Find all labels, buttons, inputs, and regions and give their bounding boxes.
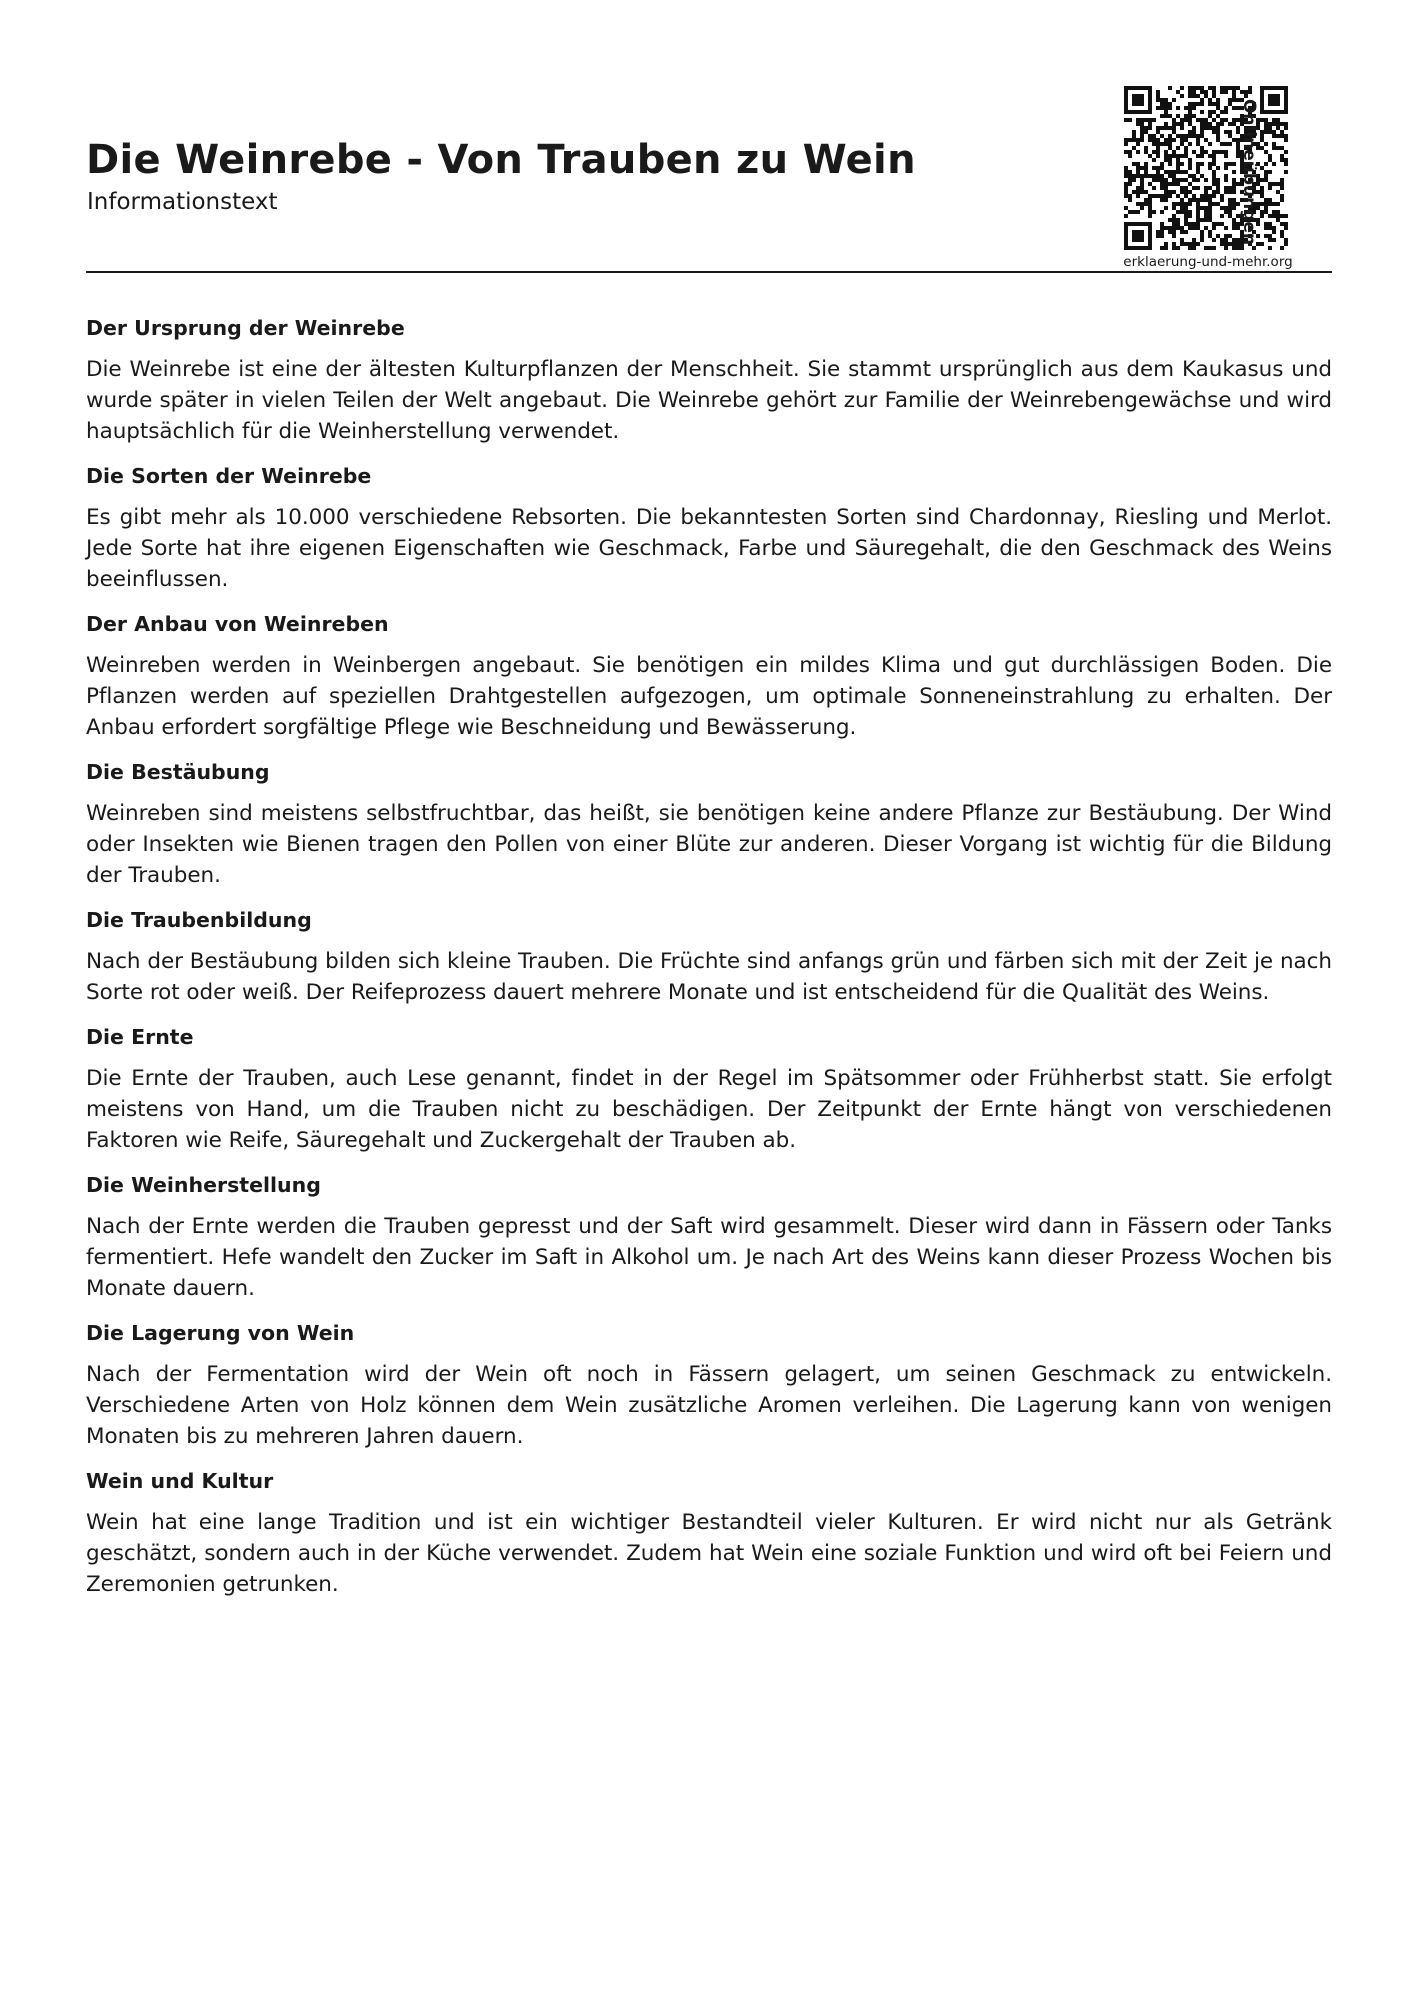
section-heading: Die Ernte: [86, 1025, 194, 1049]
section: [86, 609, 1332, 743]
section: [86, 1022, 1332, 1156]
section-heading: Der Anbau von Weinreben: [86, 612, 389, 636]
header-divider: [86, 271, 1332, 273]
qr-caption[interactable]: erklaerung-und-mehr.org: [1123, 254, 1293, 270]
section-text: Nach der Fermentation wird der Wein oft noch in Fässern gelagert, um seinen Geschmack zu entwickeln. Verschiedene Arten von Holz können dem Wein zusätzliche Aromen verleihen. Die Lagerung kann von wenigen Monaten bis zu mehreren Jahren dauern.: [86, 1362, 1332, 1449]
section-heading: Die Lagerung von Wein: [86, 1321, 355, 1345]
section: [86, 1318, 1332, 1452]
page-title: Die Weinrebe - Von Trauben zu Wein: [86, 137, 916, 183]
section-heading: Die Bestäubung: [86, 760, 270, 784]
section-heading: Die Sorten der Weinrebe: [86, 464, 372, 488]
section: [86, 313, 1332, 447]
section-text: Weinreben werden in Weinbergen angebaut. Sie benötigen ein mildes Klima und gut durchlässigen Boden. Die Pflanzen werden auf speziellen Drahtgestellen aufgezogen, um optimale Sonneneinstrahlung zu erhalten. Der Anbau erfordert sorgfältige Pflege wie Beschneidung und Bewässerung.: [86, 653, 1332, 740]
section-text: Nach der Ernte werden die Trauben gepresst und der Saft wird gesammelt. Dieser wird dann in Fässern oder Tanks fermentiert. Hefe wandelt den Zucker im Saft in Alkohol um. Je nach Art des Weins kann dieser Prozess Wochen bis Monate dauern.: [86, 1214, 1332, 1301]
section-text: Weinreben sind meistens selbstfruchtbar, das heißt, sie benötigen keine andere Pflanze zur Bestäubung. Der Wind oder Insekten wie Bienen tragen den Pollen von einer Blüte zur anderen. Dieser Vorgang ist wichtig für die Bildung der Trauben.: [86, 801, 1332, 888]
section: [86, 461, 1332, 595]
section-text: Es gibt mehr als 10.000 verschiedene Rebsorten. Die bekanntesten Sorten sind Chardonnay, Riesling und Merlot. Jede Sorte hat ihre eigenen Eigenschaften wie Geschmack, Farbe und Säuregehalt, die den Geschmack des Weins beeinflussen.: [86, 505, 1332, 592]
section-text: Die Ernte der Trauben, auch Lese genannt, findet in der Regel im Spätsommer oder Frühherbst statt. Sie erfolgt meistens von Hand, um die Trauben nicht zu beschädigen. Der Zeitpunkt der Ernte hängt von verschiedenen Faktoren wie Reife, Säuregehalt und Zuckergehalt der Trauben ab.: [86, 1066, 1332, 1153]
qr-code-icon[interactable]: [1124, 86, 1288, 250]
section-text: Nach der Bestäubung bilden sich kleine Trauben. Die Früchte sind anfangs grün und färben sich mit der Zeit je nach Sorte rot oder weiß. Der Reifeprozess dauert mehrere Monate und ist entscheidend für die Qualität des Weins.: [86, 949, 1332, 1005]
text-body: [86, 313, 1332, 1614]
qr-side-label: Onlineübungen: [1238, 98, 1259, 246]
section: [86, 757, 1332, 891]
section: [86, 905, 1332, 1008]
section: [86, 1466, 1332, 1600]
section: [86, 1170, 1332, 1304]
section-heading: Der Ursprung der Weinrebe: [86, 316, 405, 340]
section-heading: Die Traubenbildung: [86, 908, 312, 932]
section-heading: Die Weinherstellung: [86, 1173, 321, 1197]
section-text: Die Weinrebe ist eine der ältesten Kulturpflanzen der Menschheit. Sie stammt ursprünglich aus dem Kaukasus und wurde später in vielen Teilen der Welt angebaut. Die Weinrebe gehört zur Familie der Weinrebengewächse und wird hauptsächlich für die Weinherstellung verwendet.: [86, 357, 1332, 444]
section-text: Wein hat eine lange Tradition und ist ein wichtiger Bestandteil vieler Kulturen. Er wird nicht nur als Getränk geschätzt, sondern auch in der Küche verwendet. Zudem hat Wein eine soziale Funktion und wird oft bei Feiern und Zeremonien getrunken.: [86, 1510, 1332, 1597]
page-subtitle: Informationstext: [87, 189, 278, 215]
section-heading: Wein und Kultur: [86, 1469, 274, 1493]
